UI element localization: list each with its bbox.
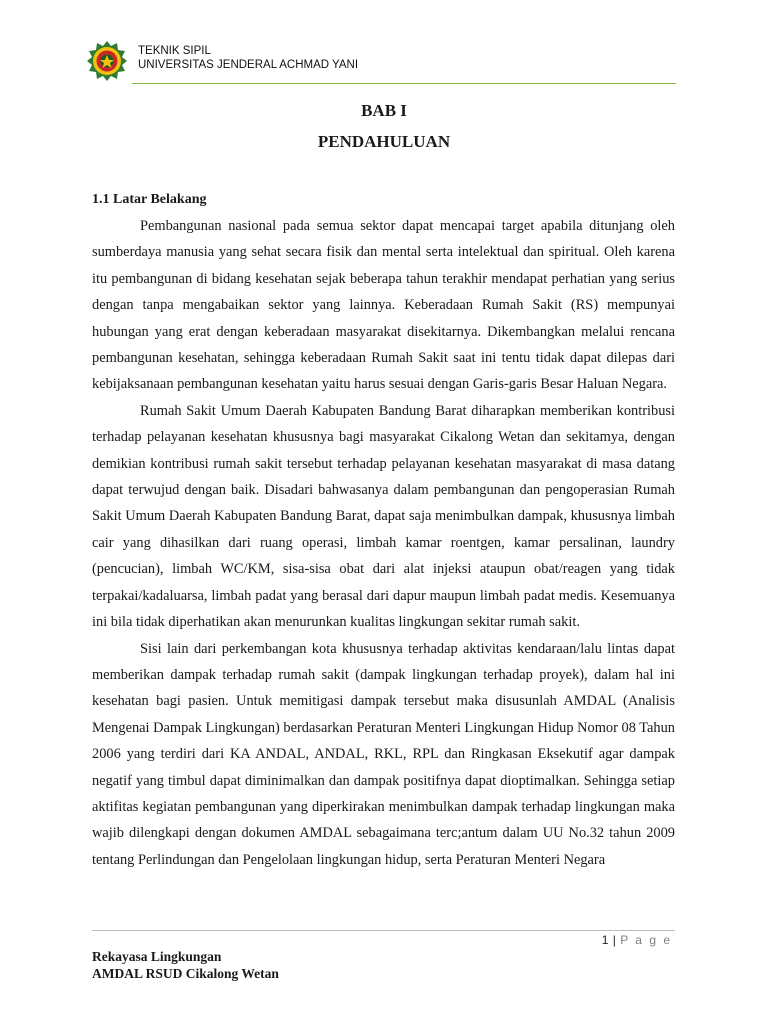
page-footer [92, 948, 279, 982]
section-title: 1.1 Latar Belakang [92, 192, 207, 207]
body-text [92, 213, 675, 873]
page-number-separator: | [612, 933, 617, 947]
page-number-value: 1 [601, 933, 609, 947]
footer-course: Rekayasa Lingkungan [92, 949, 222, 964]
page-label: P a g e [620, 933, 672, 947]
university-name: UNIVERSITAS JENDERAL ACHMAD YANI [138, 59, 359, 71]
page-header [86, 36, 676, 88]
paragraph: Sisi lain dari perkembangan kota khususnya terhadap aktivitas kendaraan/lalu lintas dapat memberikan dampak terhadap rumah sakit (dampak lingkungan terhadap proyek), dalam hal ini kesehatan bagi pasien. Untuk memitigasi dampak tersebut maka disusunlah AMDAL (Analisis Mengenai Dampak Lingkungan) berdasarkan Peraturan Menteri Lingkungan Hidup Nomor 08 Tahun 2006 yang terdiri dari KA ANDAL, ANDAL, RKL, RPL dan Ringkasan Eksekutif agar dampak negatif yang timbul dapat diminimalkan dan dampak positifnya dapat dioptimalkan. Sehingga setiap aktifitas kegiatan pembangunan yang diperkirakan menimbulkan dampak terhadap lingkungan maka wajib dilengkapi dengan dokumen AMDAL sebagaimana terc;antum dalam UU No.32 tahun 2009 tentang Perlindungan dan Pengelolaan lingkungan hidup, serta Peraturan Menteri Negara [92, 640, 675, 868]
university-seal-icon [86, 40, 128, 82]
chapter-number: BAB I [361, 101, 407, 120]
footer-rule [92, 930, 675, 931]
page-number [602, 933, 672, 947]
paragraph: Rumah Sakit Umum Daerah Kabupaten Bandung Barat diharapkan memberikan kontribusi terhadap pelayanan kesehatan khususnya bagi masyarakat Cikalong Wetan dan sekitamya, dengan demikian kontribusi rumah sakit tersebut terhadap pelayanan kesehatan masyarakat di masa datang dapat terwujud dengan baik. Disadari bahwasanya dalam pembangunan dan pengoperasian Rumah Sakit Umum Daerah Kabupaten Bandung Barat, dapat saja menimbulkan dampak, khususnya limbah cair yang dihasilkan dari ruang operasi, limbah kamar roentgen, kamar persalinan, laundry (pencucian), limbah WC/KM, sisa-sisa obat dari alat injeksi ataupun obat/reagen yang tidak terpakai/kadaluarsa, limbah padat yang berasal dari dapur maupun limbah padat medis. Kesemuanya ini bila tidak diperhatikan akan menurunkan kualitas lingkungan sekitar rumah sakit. [92, 402, 675, 631]
header-rule [132, 83, 676, 84]
chapter-title: PENDAHULUAN [317, 132, 451, 151]
footer-project: AMDAL RSUD Cikalong Wetan [92, 966, 279, 981]
department-name: TEKNIK SIPIL [138, 45, 211, 57]
paragraph: Pembangunan nasional pada semua sektor dapat mencapai target apabila ditunjang oleh sumberdaya manusia yang sehat secara fisik dan mental serta intelektual dan spiritual. Oleh karena itu pembangunan di bidang kesehatan sejak beberapa tahun terakhir mendapat perhatian yang serius dengan tanpa mengabaikan sektor yang lainnya. Keberadaan Rumah Sakit (RS) mempunyai hubungan yang erat dengan keberadaan masyarakat disekitarnya. Dikembangkan melalui rencana pembangunan kesehatan, sehingga keberadaan Rumah Sakit saat ini tentu tidak dapat dilepas dari kebijaksanaan pembangunan kesehatan yaitu harus sesuai dengan Garis-garis Besar Haluan Negara. [92, 218, 675, 393]
institution-name [138, 44, 358, 72]
